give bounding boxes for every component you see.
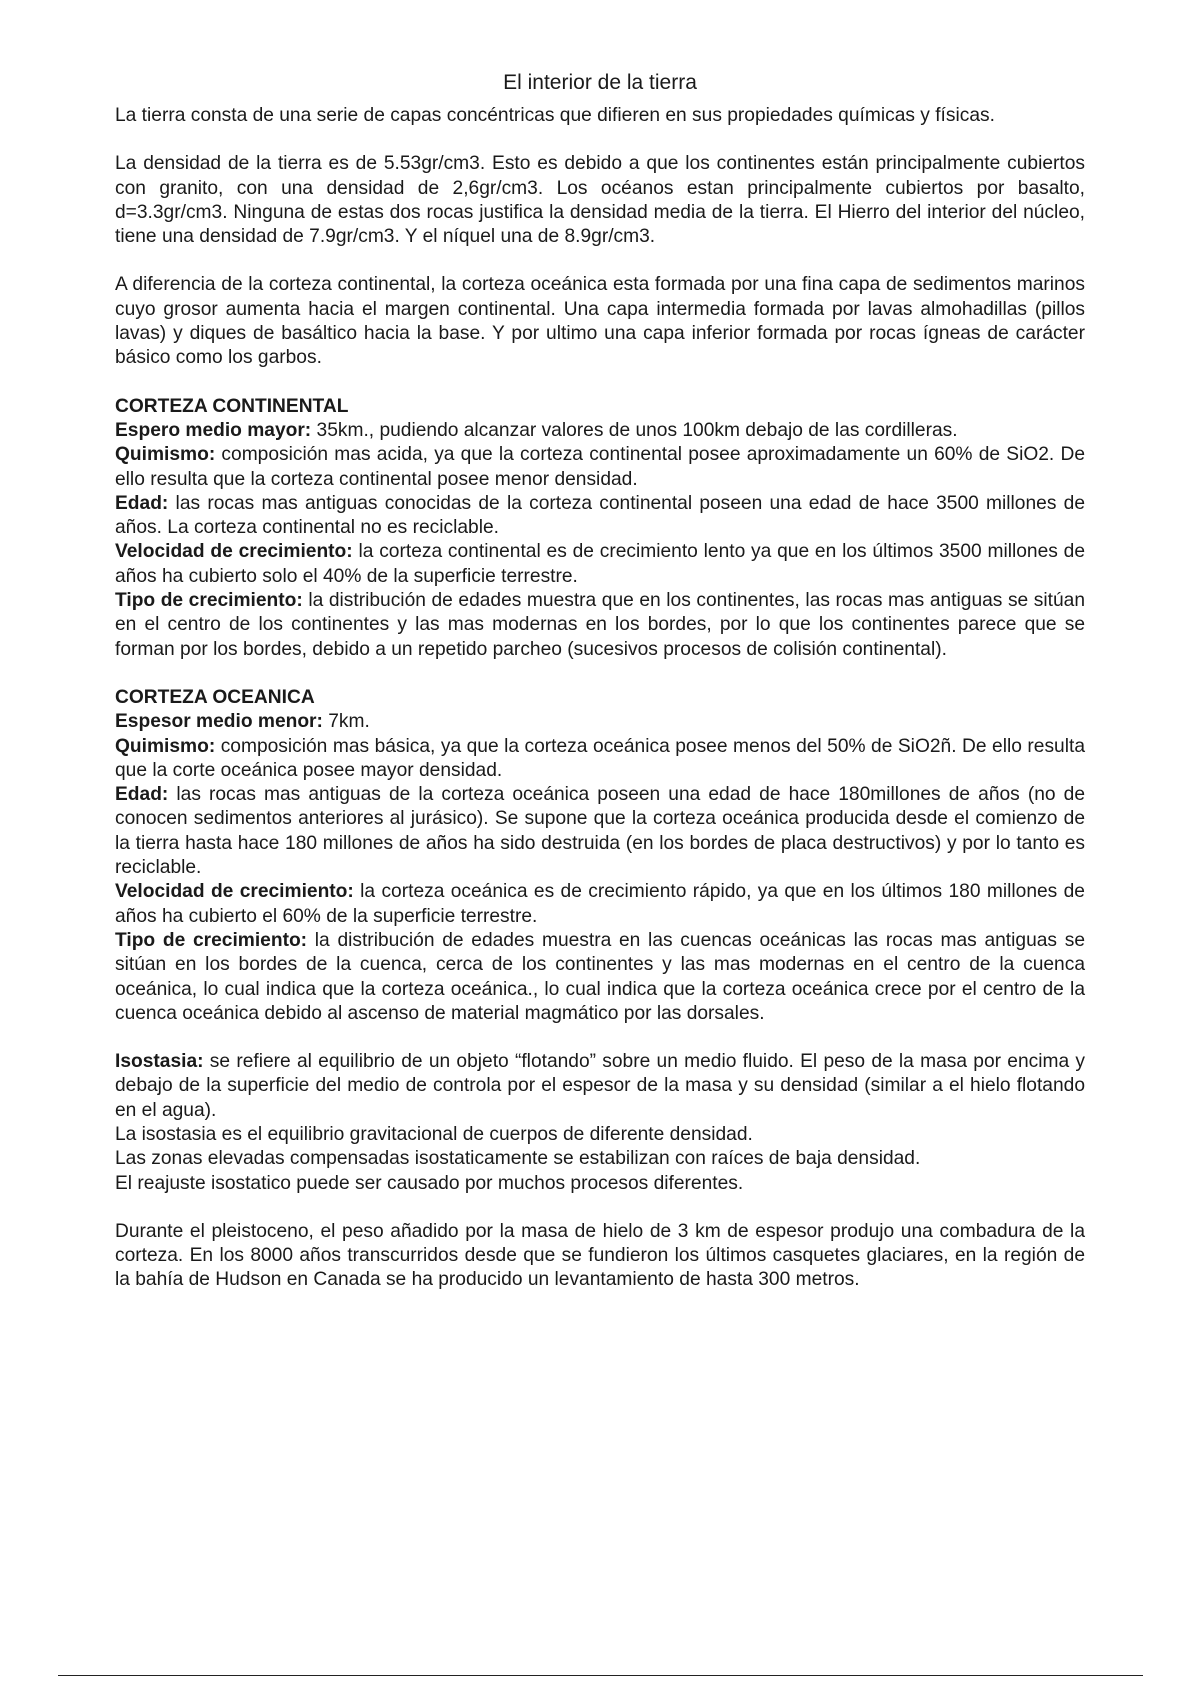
intro-paragraph-1: La tierra consta de una serie de capas concéntricas que difieren en sus propiedades químicas y físicas. [115, 105, 995, 126]
oceanica-item-quimismo [115, 735, 1085, 784]
item-label: Espero medio mayor: [115, 419, 312, 441]
oceanica-item-espesor [115, 710, 1085, 734]
continental-heading: CORTEZA CONTINENTAL [115, 395, 349, 417]
continental-item-espesor [115, 419, 1085, 443]
spacer [115, 1026, 1085, 1050]
item-text: composición mas básica, ya que la corteza oceánica posee menos del 50% de SiO2ñ. De ello resulta que la corte oceánica posee mayor densidad. [115, 735, 1085, 781]
item-label: Velocidad de crecimiento: [115, 881, 354, 903]
item-text: las rocas mas antiguas conocidas de la corteza continental poseen una edad de hace 3500 millones de años. La corteza continental no es reciclable. [115, 492, 1085, 539]
closing-paragraph: Durante el pleistoceno, el peso añadido por la masa de hielo de 3 km de espesor produjo una combadura de la corteza. En los 8000 años transcurridos desde que se fundieron los últimos casquetes glaciares, en la región de la bahía de Hudson en Canada se ha producido un levantamiento de hasta 300 metros. [115, 1220, 1085, 1291]
item-text: la distribución de edades muestra que en los continentes, las rocas mas antiguas se sitúan en el centro de los continentes y las mas modernas en los bordes, por lo que los continentes parece que se forman por los bordes, debido a un repetido parcheo (sucesivos procesos de colisión continental). [115, 590, 1085, 660]
item-label: Quimismo: [115, 444, 216, 466]
item-label: Isostasia: [115, 1051, 204, 1073]
intro-paragraph-2: La densidad de la tierra es de 5.53gr/cm3. Esto es debido a que los continentes están principalmente cubiertos con granito, con una densidad de 2,6gr/cm3. Los océanos estan principalmente cubiertos por basalto, d=3.3gr/cm3. Ninguna de estas dos rocas justifica la densidad media de la tierra. El Hierro del interior del núcleo, tiene una densidad de 7.9gr/cm3. Y el níquel una de 8.9gr/cm3. [115, 153, 1085, 248]
continental-item-quimismo [115, 443, 1085, 492]
item-label: Tipo de crecimiento: [115, 590, 303, 612]
item-label: Quimismo: [115, 735, 216, 757]
item-text: la distribución de edades muestra en las cuencas oceánicas las rocas mas antiguas se sitúan en los bordes de la cuenca, cerca de los continentes y las mas modernas en el centro de la cuenca oceánica, lo cual indica que la corteza oceánica., lo cual indica que la corteza oceánica crece por el centro de la cuenca oceánica debido al ascenso de material magmático por las dorsales. [115, 929, 1085, 1024]
item-text: composición mas acida, ya que la corteza continental posee aproximadamente un 60% de SiO2. De ello resulta que la corteza continental posee menor densidad. [115, 444, 1085, 490]
continental-item-edad [115, 492, 1085, 541]
isostasia-line-3: El reajuste isostatico puede ser causado por muchos procesos diferentes. [115, 1172, 744, 1194]
oceanica-heading: CORTEZA OCEANICA [115, 686, 315, 708]
item-label: Espesor medio menor: [115, 711, 323, 733]
intro-paragraph-3: A diferencia de la corteza continental, la corteza oceánica esta formada por una fina capa de sedimentos marinos cuyo grosor aumenta hacia el margen continental. Una capa intermedia formada por lavas almohadillas (pillos lavas) y diques de basáltico hacia la base. Y por ultimo una capa inferior formada por rocas ígneas de carácter básico como los garbos. [115, 274, 1085, 369]
item-label: Edad: [115, 784, 169, 806]
item-label: Tipo de crecimiento: [115, 929, 308, 951]
oceanica-item-tipo [115, 929, 1085, 1026]
spacer [115, 249, 1085, 273]
continental-item-velocidad [115, 540, 1085, 589]
isostasia-line-2: Las zonas elevadas compensadas isostaticamente se estabilizan con raíces de baja densidad. [115, 1148, 921, 1170]
continental-item-tipo [115, 589, 1085, 662]
item-text: las rocas mas antiguas de la corteza oceánica poseen una edad de hace 180millones de años (no de conocen sedimentos anteriores al jurásico). Se supone que la corteza oceánica producida desde el comienzo de la tierra hasta hace 180 millones de años ha sido destruida (en los bordes de placa destructivos) y por lo tanto es reciclable. [115, 784, 1085, 879]
document-page [115, 70, 1085, 1293]
item-label: Velocidad de crecimiento: [115, 541, 353, 563]
item-text: se refiere al equilibrio de un objeto “flotando” sobre un medio fluido. El peso de la masa por encima y debajo de la superficie del medio de controla por el espesor de la masa y su densidad (similar a el hielo flotando en el agua). [115, 1051, 1085, 1121]
item-text: la corteza oceánica es de crecimiento rápido, ya que en los últimos 180 millones de años ha cubierto el 60% de la superficie terrestre. [115, 881, 1085, 927]
spacer [115, 1196, 1085, 1220]
spacer [115, 128, 1085, 152]
spacer [115, 371, 1085, 395]
item-label: Edad: [115, 492, 169, 514]
isostasia-line-1: La isostasia es el equilibrio gravitacional de cuerpos de diferente densidad. [115, 1123, 753, 1145]
item-text: 7km. [322, 711, 370, 733]
page-title: El interior de la tierra [503, 71, 697, 94]
spacer [115, 662, 1085, 686]
footer-divider [58, 1675, 1143, 1676]
item-text: 35km., pudiendo alcanzar valores de unos 100km debajo de las cordilleras. [311, 419, 958, 441]
item-text: la corteza continental es de crecimiento lento ya que en los últimos 3500 millones de años ha cubierto solo el 40% de la superficie terrestre. [115, 541, 1085, 587]
isostasia-paragraph [115, 1050, 1085, 1123]
oceanica-item-edad [115, 783, 1085, 880]
oceanica-item-velocidad [115, 880, 1085, 929]
